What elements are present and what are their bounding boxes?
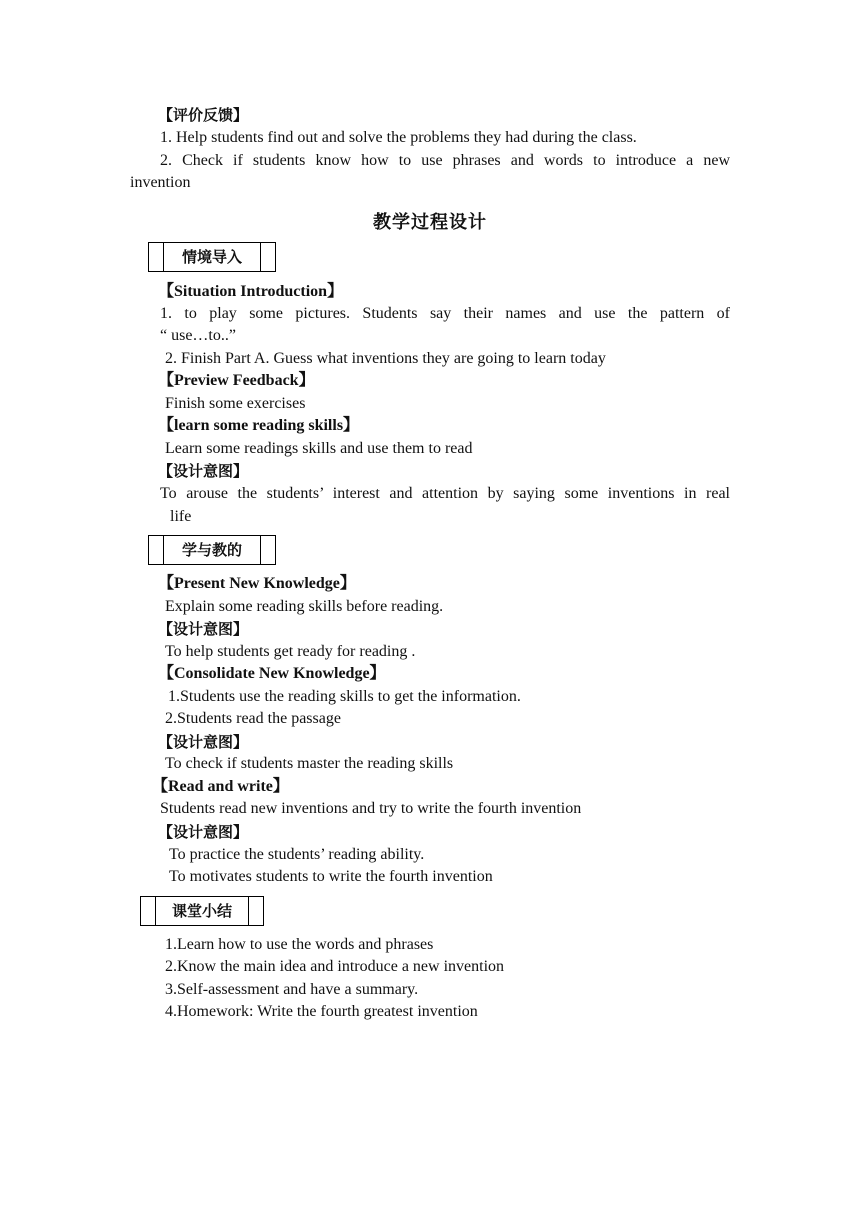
situation-heading: 【Situation Introduction】 (158, 283, 344, 300)
situation-item-2: 2. Finish Part A. Guess what inventions they are going to learn today (165, 350, 606, 367)
summary-item-3: 3.Self-assessment and have a summary. (165, 981, 419, 998)
summary-item-2: 2.Know the main idea and introduce a new invention (165, 958, 505, 975)
eval-item-2-continued: invention (130, 174, 191, 191)
present-text: Explain some reading skills before reading. (165, 598, 444, 615)
intent-text: To arouse the students’ interest and attention by saying some inventions in real (160, 485, 730, 502)
read-write-text: Students read new inventions and try to write the fourth invention (160, 800, 582, 817)
intent-text-2: To motivates students to write the fourth invention (169, 868, 493, 885)
section-box-learn-teach (148, 535, 276, 565)
present-heading: 【Present New Knowledge】 (158, 575, 356, 592)
section-label: 课堂小结 (171, 902, 232, 920)
consolidate-item-1: 1.Students use the reading skills to get the information. (168, 688, 521, 705)
intent-heading: 【设计意图】 (158, 462, 249, 480)
skills-heading: 【learn some reading skills】 (158, 417, 360, 434)
preview-heading: 【Preview Feedback】 (158, 372, 315, 389)
skills-text: Learn some readings skills and use them to read (165, 440, 473, 457)
eval-item-2: 2. Check if students know how to use phrases and words to introduce a new (160, 152, 730, 169)
section-box-situation (148, 242, 276, 272)
preview-text: Finish some exercises (165, 395, 306, 412)
situation-item-1: 1. to play some pictures. Students say their names and use the pattern of (160, 305, 730, 322)
consolidate-item-2: 2.Students read the passage (165, 710, 341, 727)
summary-item-1: 1.Learn how to use the words and phrases (165, 936, 434, 953)
intent-heading: 【设计意图】 (158, 620, 249, 638)
intent-text: To help students get ready for reading . (165, 643, 416, 660)
intent-text: To check if students master the reading skills (165, 755, 454, 772)
situation-item-1-continued: “ use…to..” (160, 327, 236, 344)
eval-heading: 【评价反馈】 (158, 106, 249, 124)
intent-text-1: To practice the students’ reading ability. (169, 846, 425, 863)
summary-item-4: 4.Homework: Write the fourth greatest invention (165, 1003, 478, 1020)
eval-item-1: 1. Help students find out and solve the problems they had during the class. (160, 129, 637, 146)
read-write-heading: 【Read and write】 (152, 778, 289, 795)
intent-text-continued: life (170, 508, 192, 525)
consolidate-heading: 【Consolidate New Knowledge】 (158, 665, 386, 682)
intent-heading: 【设计意图】 (158, 823, 249, 841)
section-label: 学与教的 (181, 541, 242, 559)
section-box-summary (140, 896, 264, 926)
page-title: 教学过程设计 (373, 212, 487, 233)
intent-heading: 【设计意图】 (158, 733, 249, 751)
section-label: 情境导入 (181, 248, 242, 266)
